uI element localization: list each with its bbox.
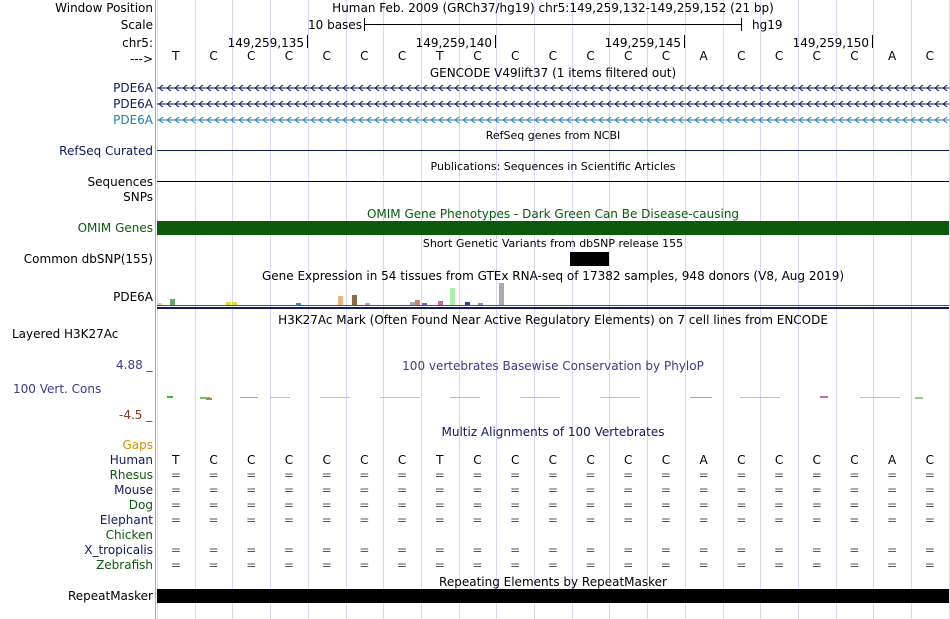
- multiz-match-symbol[interactable]: =: [510, 513, 521, 527]
- phylop-value-mark[interactable]: [240, 397, 258, 398]
- phylop-value-mark[interactable]: [820, 396, 828, 398]
- multiz-match-symbol[interactable]: =: [698, 468, 709, 482]
- multiz-match-symbol[interactable]: =: [321, 513, 332, 527]
- gtex-tissue-bar[interactable]: [352, 295, 357, 305]
- scale-bar-right-end: [741, 18, 742, 31]
- repeatmasker-bar[interactable]: [157, 589, 949, 603]
- base-letter[interactable]: C: [812, 49, 821, 63]
- phylop-value-mark[interactable]: [690, 397, 712, 398]
- multiz-match-symbol[interactable]: =: [510, 543, 521, 557]
- base-letter[interactable]: C: [661, 49, 671, 63]
- multiz-match-symbol[interactable]: =: [698, 558, 709, 572]
- multiz-match-symbol[interactable]: =: [472, 543, 483, 557]
- omim-label[interactable]: OMIM Genes: [77, 221, 153, 235]
- multiz-match-symbol[interactable]: =: [397, 483, 408, 497]
- base-letter[interactable]: C: [925, 49, 935, 63]
- multiz-human-base[interactable]: C: [737, 453, 746, 467]
- dbsnp-title: Short Genetic Variants from dbSNP release 155: [422, 237, 684, 250]
- multiz-match-symbol[interactable]: =: [774, 513, 785, 527]
- multiz-match-symbol[interactable]: =: [283, 468, 294, 482]
- base-letter[interactable]: C: [510, 49, 520, 63]
- multiz-match-symbol[interactable]: =: [849, 543, 860, 557]
- multiz-match-symbol[interactable]: =: [849, 513, 860, 527]
- gencode-transcript-line[interactable]: [157, 99, 949, 109]
- multiz-match-symbol[interactable]: =: [434, 513, 445, 527]
- multiz-match-symbol[interactable]: =: [811, 558, 822, 572]
- base-letter[interactable]: C: [624, 49, 633, 63]
- multiz-match-symbol[interactable]: =: [811, 543, 822, 557]
- multiz-match-symbol[interactable]: =: [208, 483, 219, 497]
- refseq-line[interactable]: [157, 150, 949, 151]
- multiz-match-symbol[interactable]: =: [547, 513, 558, 527]
- multiz-title: Multiz Alignments of 100 Vertebrates: [441, 425, 665, 439]
- multiz-match-symbol[interactable]: =: [321, 543, 332, 557]
- multiz-match-symbol[interactable]: =: [736, 468, 747, 482]
- omim-bar[interactable]: [157, 221, 949, 235]
- multiz-match-symbol[interactable]: =: [283, 543, 294, 557]
- multiz-match-symbol[interactable]: =: [698, 513, 709, 527]
- phylop-value-mark[interactable]: [450, 397, 480, 398]
- multiz-match-symbol[interactable]: =: [321, 498, 332, 512]
- window-title: Human Feb. 2009 (GRCh37/hg19) chr5:149,259,132-149,259,152 (21 bp): [332, 1, 774, 15]
- multiz-match-symbol[interactable]: =: [774, 468, 785, 482]
- multiz-match-symbol[interactable]: =: [774, 498, 785, 512]
- multiz-match-symbol[interactable]: =: [924, 543, 935, 557]
- multiz-match-symbol[interactable]: =: [434, 498, 445, 512]
- base-letter[interactable]: C: [209, 49, 218, 63]
- base-letter[interactable]: C: [322, 49, 331, 63]
- multiz-match-symbol[interactable]: =: [623, 498, 634, 512]
- base-letter[interactable]: T: [436, 49, 444, 63]
- multiz-match-symbol[interactable]: =: [246, 468, 257, 482]
- multiz-match-symbol[interactable]: =: [283, 483, 294, 497]
- multiz-match-symbol[interactable]: =: [887, 483, 898, 497]
- scale-bar-left-end: [364, 18, 365, 31]
- multiz-match-symbol[interactable]: =: [434, 558, 445, 572]
- multiz-match-symbol[interactable]: =: [472, 468, 483, 482]
- multiz-match-symbol[interactable]: =: [887, 558, 898, 572]
- multiz-human-base[interactable]: T: [436, 453, 444, 467]
- multiz-match-symbol[interactable]: =: [849, 468, 860, 482]
- multiz-human-base[interactable]: C: [284, 453, 294, 467]
- gtex-label[interactable]: PDE6A: [113, 290, 153, 304]
- base-letter[interactable]: C: [473, 49, 482, 63]
- multiz-match-symbol[interactable]: =: [397, 558, 408, 572]
- multiz-match-symbol[interactable]: =: [585, 558, 596, 572]
- phylop-value-mark[interactable]: [520, 397, 560, 398]
- multiz-match-symbol[interactable]: =: [924, 468, 935, 482]
- refseq-label[interactable]: RefSeq Curated: [59, 144, 153, 158]
- multiz-human-base[interactable]: C: [661, 453, 671, 467]
- multiz-human-base[interactable]: C: [360, 453, 369, 467]
- multiz-match-symbol[interactable]: =: [434, 468, 445, 482]
- gtex-baseline: [157, 305, 949, 306]
- multiz-species-label[interactable]: Rhesus: [109, 468, 153, 482]
- multiz-match-symbol[interactable]: =: [660, 468, 671, 482]
- gtex-tissue-bar[interactable]: [338, 296, 343, 305]
- phylop-value-mark[interactable]: [167, 396, 173, 398]
- multiz-match-symbol[interactable]: =: [849, 558, 860, 572]
- chrom-label: chr5:: [122, 36, 153, 50]
- multiz-match-symbol[interactable]: =: [472, 513, 483, 527]
- multiz-match-symbol[interactable]: =: [547, 468, 558, 482]
- gencode-transcript-line[interactable]: [157, 83, 949, 93]
- phylop-min: -4.5 _: [119, 408, 153, 422]
- multiz-match-symbol[interactable]: =: [623, 468, 634, 482]
- multiz-match-symbol[interactable]: =: [434, 543, 445, 557]
- multiz-match-symbol[interactable]: =: [774, 543, 785, 557]
- scale-bar: [364, 24, 742, 25]
- multiz-match-symbol[interactable]: =: [660, 498, 671, 512]
- base-letter[interactable]: C: [284, 49, 294, 63]
- multiz-match-symbol[interactable]: =: [660, 558, 671, 572]
- multiz-match-symbol[interactable]: =: [698, 498, 709, 512]
- phylop-label[interactable]: 100 Vert. Cons: [13, 382, 102, 396]
- gtex-title: Gene Expression in 54 tissues from GTEx RNA-seq of 17382 samples, 948 donors (V8, Aug 2019): [261, 269, 845, 283]
- multiz-match-symbol[interactable]: =: [623, 543, 634, 557]
- multiz-match-symbol[interactable]: =: [283, 513, 294, 527]
- multiz-human-base[interactable]: T: [172, 453, 180, 467]
- repeatmasker-label[interactable]: RepeatMasker: [67, 589, 153, 603]
- base-letter[interactable]: A: [699, 49, 708, 63]
- multiz-match-symbol[interactable]: =: [585, 483, 596, 497]
- multiz-match-symbol[interactable]: =: [208, 543, 219, 557]
- multiz-match-symbol[interactable]: =: [924, 558, 935, 572]
- position-tick: [872, 35, 873, 48]
- multiz-match-symbol[interactable]: =: [246, 483, 257, 497]
- multiz-match-symbol[interactable]: =: [472, 483, 483, 497]
- multiz-human-base[interactable]: C: [774, 453, 784, 467]
- multiz-match-symbol[interactable]: =: [736, 513, 747, 527]
- gtex-tissue-bar[interactable]: [499, 283, 504, 305]
- base-letter[interactable]: C: [850, 49, 859, 63]
- multiz-match-symbol[interactable]: =: [774, 483, 785, 497]
- phylop-title: 100 vertebrates Basewise Conservation by PhyloP: [402, 359, 704, 373]
- multiz-match-symbol[interactable]: =: [246, 513, 257, 527]
- multiz-match-symbol[interactable]: =: [510, 483, 521, 497]
- multiz-match-symbol[interactable]: =: [887, 468, 898, 482]
- multiz-match-symbol[interactable]: =: [359, 513, 370, 527]
- base-letter[interactable]: A: [888, 49, 897, 63]
- multiz-match-symbol[interactable]: =: [660, 513, 671, 527]
- multiz-match-symbol[interactable]: =: [660, 483, 671, 497]
- multiz-species-label[interactable]: Mouse: [114, 483, 153, 497]
- multiz-match-symbol[interactable]: =: [246, 543, 257, 557]
- multiz-human-base[interactable]: C: [209, 453, 218, 467]
- multiz-species-label[interactable]: Zebrafish: [96, 558, 153, 572]
- assembly-label: hg19: [752, 18, 783, 32]
- multiz-match-symbol[interactable]: =: [510, 498, 521, 512]
- multiz-match-symbol[interactable]: =: [585, 498, 596, 512]
- base-letter[interactable]: T: [172, 49, 180, 63]
- multiz-match-symbol[interactable]: =: [698, 483, 709, 497]
- multiz-match-symbol[interactable]: =: [924, 498, 935, 512]
- multiz-human-base[interactable]: C: [925, 453, 935, 467]
- multiz-match-symbol[interactable]: =: [849, 483, 860, 497]
- multiz-match-symbol[interactable]: =: [359, 483, 370, 497]
- repeatmasker-title: Repeating Elements by RepeatMasker: [439, 575, 667, 589]
- multiz-match-symbol[interactable]: =: [547, 498, 558, 512]
- phylop-max: 4.88 _: [116, 358, 153, 372]
- multiz-match-symbol[interactable]: =: [698, 543, 709, 557]
- multiz-match-symbol[interactable]: =: [547, 483, 558, 497]
- multiz-match-symbol[interactable]: =: [321, 483, 332, 497]
- dbsnp-variant[interactable]: [570, 252, 609, 266]
- multiz-match-symbol[interactable]: =: [736, 483, 747, 497]
- multiz-match-symbol[interactable]: =: [811, 498, 822, 512]
- multiz-human-base[interactable]: C: [247, 453, 256, 467]
- gencode-transcript-label[interactable]: PDE6A: [113, 81, 153, 95]
- multiz-match-symbol[interactable]: =: [736, 498, 747, 512]
- h3k27ac-title: H3K27Ac Mark (Often Found Near Active Regulatory Elements) on 7 cell lines from ENCODE: [278, 313, 828, 327]
- multiz-species-label[interactable]: Human: [109, 453, 153, 467]
- phylop-value-mark[interactable]: [915, 397, 923, 399]
- phylop-value-mark[interactable]: [740, 397, 780, 398]
- publications-label[interactable]: Sequences: [87, 175, 153, 189]
- multiz-match-symbol[interactable]: =: [170, 483, 181, 497]
- multiz-human-base[interactable]: C: [397, 453, 407, 467]
- scale-text: 10 bases: [308, 18, 362, 32]
- base-letter[interactable]: C: [360, 49, 369, 63]
- multiz-match-symbol[interactable]: =: [321, 558, 332, 572]
- phylop-value-mark[interactable]: [600, 397, 640, 398]
- position-label: 149,259,135: [227, 36, 304, 50]
- strand-label: --->: [129, 52, 153, 66]
- multiz-human-base[interactable]: C: [473, 453, 482, 467]
- snps-label[interactable]: SNPs: [123, 190, 153, 204]
- multiz-match-symbol[interactable]: =: [472, 558, 483, 572]
- gencode-transcript-label[interactable]: PDE6A: [113, 97, 153, 111]
- base-letter[interactable]: C: [774, 49, 784, 63]
- multiz-match-symbol[interactable]: =: [811, 513, 822, 527]
- multiz-match-symbol[interactable]: =: [811, 468, 822, 482]
- gencode-transcript-label[interactable]: PDE6A: [113, 113, 153, 127]
- multiz-species-label[interactable]: X_tropicalis: [84, 543, 153, 557]
- multiz-match-symbol[interactable]: =: [887, 543, 898, 557]
- phylop-value-mark[interactable]: [380, 397, 420, 398]
- multiz-match-symbol[interactable]: =: [585, 513, 596, 527]
- multiz-match-symbol[interactable]: =: [924, 483, 935, 497]
- multiz-match-symbol[interactable]: =: [246, 498, 257, 512]
- multiz-match-symbol[interactable]: =: [208, 558, 219, 572]
- multiz-match-symbol[interactable]: =: [208, 498, 219, 512]
- multiz-match-symbol[interactable]: =: [359, 543, 370, 557]
- position-label: 149,259,140: [415, 36, 492, 50]
- multiz-human-base[interactable]: A: [888, 453, 897, 467]
- position-label: 149,259,150: [792, 36, 869, 50]
- multiz-match-symbol[interactable]: =: [208, 468, 219, 482]
- multiz-match-symbol[interactable]: =: [397, 468, 408, 482]
- position-label: 149,259,145: [604, 36, 681, 50]
- gencode-title: GENCODE V49lift37 (1 items filtered out): [429, 66, 677, 80]
- h3k27ac-label[interactable]: Layered H3K27Ac: [12, 327, 119, 341]
- multiz-match-symbol[interactable]: =: [359, 498, 370, 512]
- phylop-value-mark[interactable]: [860, 397, 900, 398]
- multiz-match-symbol[interactable]: =: [434, 483, 445, 497]
- multiz-match-symbol[interactable]: =: [887, 498, 898, 512]
- multiz-match-symbol[interactable]: =: [170, 498, 181, 512]
- multiz-match-symbol[interactable]: =: [510, 468, 521, 482]
- multiz-species-label[interactable]: Dog: [128, 498, 153, 512]
- phylop-value-mark[interactable]: [206, 398, 212, 400]
- refseq-title: RefSeq genes from NCBI: [485, 129, 621, 142]
- gaps-label[interactable]: Gaps: [122, 438, 153, 452]
- multiz-match-symbol[interactable]: =: [547, 543, 558, 557]
- base-letter[interactable]: C: [548, 49, 558, 63]
- phylop-value-mark[interactable]: [320, 397, 350, 398]
- base-letter[interactable]: C: [247, 49, 256, 63]
- multiz-match-symbol[interactable]: =: [623, 483, 634, 497]
- multiz-human-base[interactable]: C: [624, 453, 633, 467]
- multiz-match-symbol[interactable]: =: [397, 513, 408, 527]
- multiz-match-symbol[interactable]: =: [736, 558, 747, 572]
- multiz-match-symbol[interactable]: =: [397, 543, 408, 557]
- base-letter[interactable]: C: [586, 49, 595, 63]
- multiz-match-symbol[interactable]: =: [887, 513, 898, 527]
- multiz-species-label[interactable]: Chicken: [105, 528, 153, 542]
- omim-title: OMIM Gene Phenotypes - Dark Green Can Be Disease-causing: [366, 207, 740, 221]
- multiz-human-base[interactable]: C: [850, 453, 859, 467]
- multiz-match-symbol[interactable]: =: [170, 558, 181, 572]
- multiz-match-symbol[interactable]: =: [170, 513, 181, 527]
- position-tick: [684, 35, 685, 48]
- publications-line[interactable]: [157, 181, 949, 182]
- position-tick: [495, 35, 496, 48]
- multiz-match-symbol[interactable]: =: [660, 543, 671, 557]
- gencode-transcript-line[interactable]: [157, 115, 949, 125]
- label-separator: [155, 0, 156, 619]
- multiz-match-symbol[interactable]: =: [397, 498, 408, 512]
- base-letter[interactable]: C: [397, 49, 407, 63]
- multiz-match-symbol[interactable]: =: [924, 513, 935, 527]
- phylop-value-mark[interactable]: [270, 397, 290, 398]
- gtex-gene-bar[interactable]: [157, 307, 949, 309]
- multiz-match-symbol[interactable]: =: [510, 558, 521, 572]
- multiz-match-symbol[interactable]: =: [736, 543, 747, 557]
- multiz-match-symbol[interactable]: =: [208, 513, 219, 527]
- window-position-label: Window Position: [55, 1, 153, 15]
- multiz-match-symbol[interactable]: =: [547, 558, 558, 572]
- gtex-tissue-bar[interactable]: [450, 288, 455, 305]
- multiz-match-symbol[interactable]: =: [246, 558, 257, 572]
- multiz-match-symbol[interactable]: =: [849, 498, 860, 512]
- multiz-match-symbol[interactable]: =: [585, 543, 596, 557]
- multiz-match-symbol[interactable]: =: [283, 498, 294, 512]
- multiz-match-symbol[interactable]: =: [283, 558, 294, 572]
- publications-title: Publications: Sequences in Scientific Articles: [430, 160, 676, 173]
- multiz-human-base[interactable]: C: [586, 453, 595, 467]
- multiz-match-symbol[interactable]: =: [774, 558, 785, 572]
- multiz-human-base[interactable]: A: [699, 453, 708, 467]
- base-letter[interactable]: C: [737, 49, 746, 63]
- scale-label: Scale: [120, 18, 153, 32]
- multiz-match-symbol[interactable]: =: [623, 513, 634, 527]
- multiz-match-symbol[interactable]: =: [472, 498, 483, 512]
- multiz-human-base[interactable]: C: [322, 453, 331, 467]
- multiz-match-symbol[interactable]: =: [321, 468, 332, 482]
- position-tick: [307, 35, 308, 48]
- multiz-match-symbol[interactable]: =: [170, 543, 181, 557]
- multiz-human-base[interactable]: C: [812, 453, 821, 467]
- multiz-human-base[interactable]: C: [510, 453, 520, 467]
- dbsnp-label[interactable]: Common dbSNP(155): [23, 252, 153, 266]
- multiz-species-label[interactable]: Elephant: [99, 513, 153, 527]
- multiz-match-symbol[interactable]: =: [623, 558, 634, 572]
- multiz-match-symbol[interactable]: =: [359, 558, 370, 572]
- multiz-match-symbol[interactable]: =: [170, 468, 181, 482]
- multiz-match-symbol[interactable]: =: [585, 468, 596, 482]
- multiz-match-symbol[interactable]: =: [359, 468, 370, 482]
- multiz-human-base[interactable]: C: [548, 453, 558, 467]
- multiz-match-symbol[interactable]: =: [811, 483, 822, 497]
